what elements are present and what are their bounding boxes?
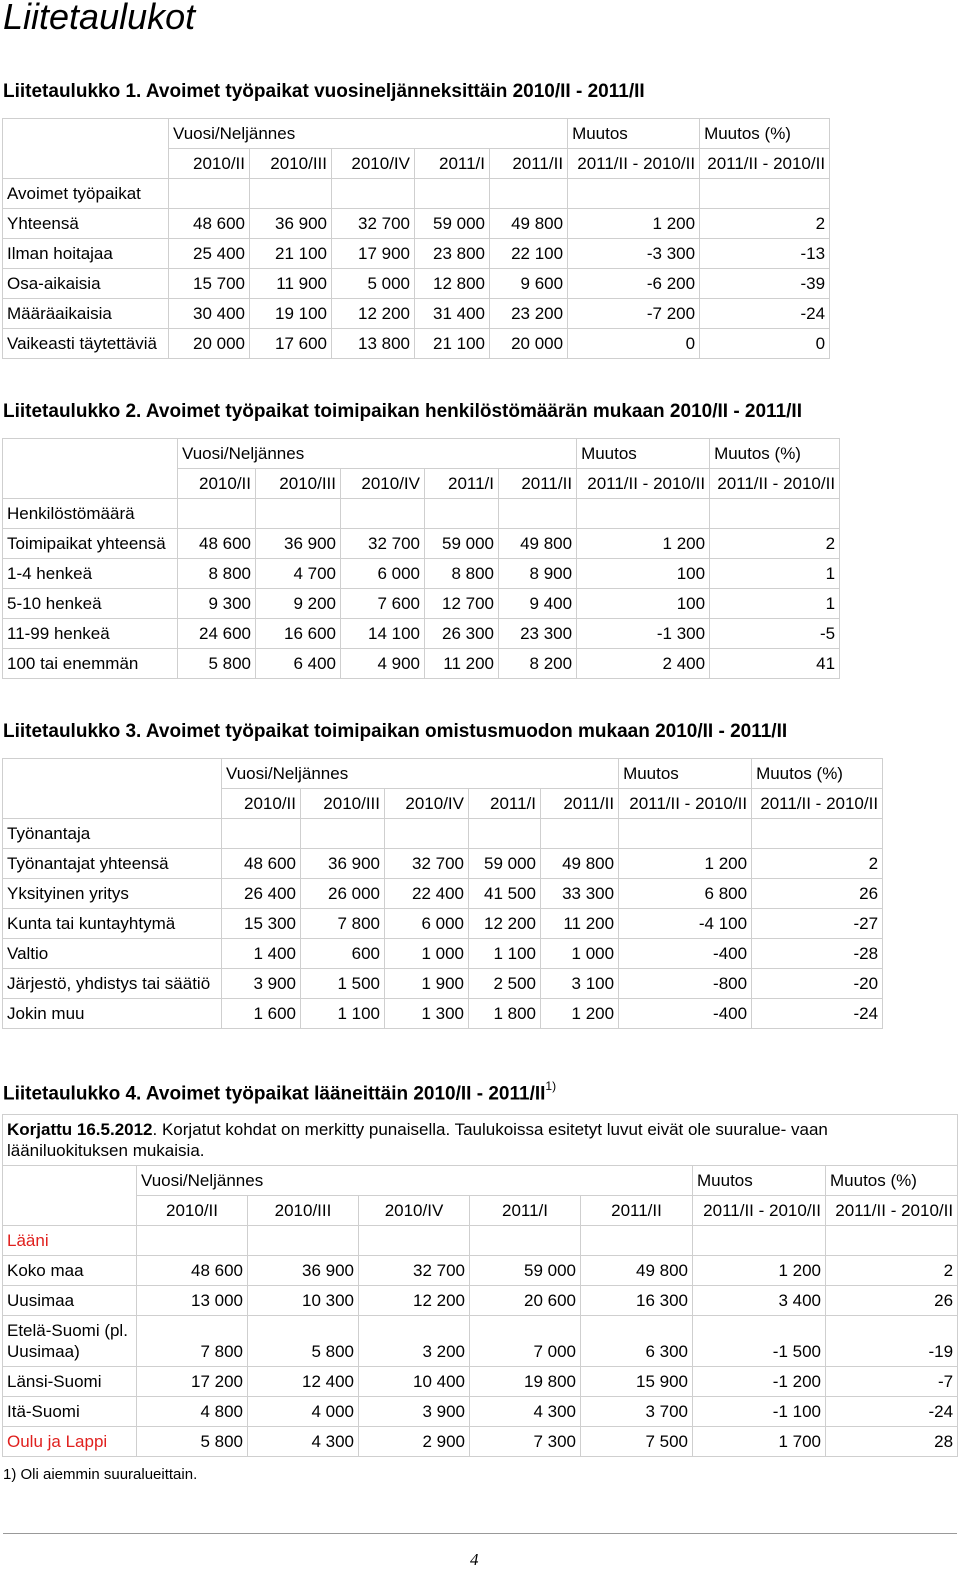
cell-value: 17 600 xyxy=(250,329,332,359)
period-header: 2010/IV xyxy=(332,149,415,179)
cell-value: 12 200 xyxy=(359,1286,470,1316)
cell-value: 26 400 xyxy=(222,879,301,909)
cell-value: 59 000 xyxy=(425,529,499,559)
cell-value: 32 700 xyxy=(341,529,425,559)
cell-value: 7 000 xyxy=(470,1316,581,1367)
period-header: 2011/II xyxy=(541,789,619,819)
cell-value: 6 000 xyxy=(385,909,469,939)
cell-value: 2 900 xyxy=(359,1427,470,1457)
cell-value: 59 000 xyxy=(415,209,490,239)
cell-value: 59 000 xyxy=(470,1256,581,1286)
period-header: 2011/I xyxy=(425,469,499,499)
cell-value: 20 600 xyxy=(470,1286,581,1316)
table-2-corner xyxy=(3,439,178,499)
cell-value: 11 200 xyxy=(425,649,499,679)
cell-change: -1 500 xyxy=(693,1316,826,1367)
period-header: 2010/III xyxy=(250,149,332,179)
change-pct-period-header: 2011/II - 2010/II xyxy=(700,149,830,179)
row-label: Koko maa xyxy=(3,1256,137,1286)
cell-value: 12 400 xyxy=(248,1367,359,1397)
cell-value: 7 500 xyxy=(581,1427,693,1457)
table-1-corner xyxy=(3,119,169,179)
cell-value: 17 900 xyxy=(332,239,415,269)
cell-pct: -13 xyxy=(700,239,830,269)
cell-change: 1 200 xyxy=(693,1256,826,1286)
cell-value: 3 900 xyxy=(359,1397,470,1427)
cell-value: 33 300 xyxy=(541,879,619,909)
table-row xyxy=(3,529,840,559)
cell-value: 1 300 xyxy=(385,999,469,1029)
row-label: Osa-aikaisia xyxy=(3,269,169,299)
table-3-title: Liitetaulukko 3. Avoimet työpaikat toimipaikan omistusmuodon mukaan 2010/II - 2011/II xyxy=(3,721,788,742)
row-label: Työnantajat yhteensä xyxy=(3,849,222,879)
cell-value: 15 900 xyxy=(581,1367,693,1397)
cell-pct: 26 xyxy=(752,879,883,909)
cell-value: 7 600 xyxy=(341,589,425,619)
table-4-note-row xyxy=(3,1115,958,1166)
cell-value: 48 600 xyxy=(178,529,256,559)
cell-pct: -24 xyxy=(700,299,830,329)
cell-value: 1 900 xyxy=(385,969,469,999)
row-label: Kunta tai kuntayhtymä xyxy=(3,909,222,939)
cell-pct: 1 xyxy=(710,559,840,589)
table-3-corner xyxy=(3,759,222,819)
table-row xyxy=(3,1286,958,1316)
table-4-title xyxy=(3,1076,556,1106)
row-label: Uusimaa xyxy=(3,1286,137,1316)
table-2-group-header: Vuosi/Neljännes xyxy=(178,439,577,469)
cell-value: 4 300 xyxy=(248,1427,359,1457)
cell-pct: -28 xyxy=(752,939,883,969)
cell-value: 36 900 xyxy=(256,529,341,559)
cell-change: -1 300 xyxy=(577,619,710,649)
period-header: 2010/III xyxy=(301,789,385,819)
table-row xyxy=(3,1397,958,1427)
cell-change: 1 200 xyxy=(568,209,700,239)
cell-value: 21 100 xyxy=(415,329,490,359)
table-4-title-text: Liitetaulukko 4. Avoimet työpaikat lääneittäin 2010/II - 2011/II xyxy=(3,1083,546,1105)
table-1-header-row xyxy=(3,119,830,149)
cell-value: 21 100 xyxy=(250,239,332,269)
cell-value: 13 800 xyxy=(332,329,415,359)
cell-value: 6 300 xyxy=(581,1316,693,1367)
cell-change: -800 xyxy=(619,969,752,999)
cell-value: 36 900 xyxy=(301,849,385,879)
table-3-muutos-header: Muutos xyxy=(619,759,752,789)
page-title: Liitetaulukot xyxy=(3,0,196,37)
table-1-row-header xyxy=(3,179,830,209)
cell-value: 2 500 xyxy=(469,969,541,999)
cell-value: 25 400 xyxy=(169,239,250,269)
cell-value: 3 900 xyxy=(222,969,301,999)
cell-value: 8 900 xyxy=(499,559,577,589)
period-header: 2010/II xyxy=(222,789,301,819)
table-3-muutos-pct-header: Muutos (%) xyxy=(752,759,883,789)
table-row xyxy=(3,209,830,239)
footer-divider xyxy=(3,1533,957,1534)
row-header-label: Työnantaja xyxy=(3,819,222,849)
table-2-header-row xyxy=(3,439,840,469)
cell-value: 48 600 xyxy=(222,849,301,879)
cell-value: 32 700 xyxy=(385,849,469,879)
period-header: 2011/II xyxy=(490,149,568,179)
cell-value: 4 900 xyxy=(341,649,425,679)
table-3-group-header: Vuosi/Neljännes xyxy=(222,759,619,789)
cell-value: 9 600 xyxy=(490,269,568,299)
cell-pct: -7 xyxy=(826,1367,958,1397)
cell-value: 31 400 xyxy=(415,299,490,329)
table-4-row-header xyxy=(3,1226,958,1256)
table-4-period-row xyxy=(3,1196,958,1226)
table-4-title-sup: 1) xyxy=(545,1079,557,1093)
row-label: 1-4 henkeä xyxy=(3,559,178,589)
cell-value: 49 800 xyxy=(581,1256,693,1286)
table-1-title: Liitetaulukko 1. Avoimet työpaikat vuosineljänneksittäin 2010/II - 2011/II xyxy=(3,81,645,102)
cell-pct: 41 xyxy=(710,649,840,679)
period-header: 2011/I xyxy=(470,1196,581,1226)
change-pct-period-header: 2011/II - 2010/II xyxy=(826,1196,958,1226)
row-label: Järjestö, yhdistys tai säätiö xyxy=(3,969,222,999)
cell-value: 5 800 xyxy=(248,1316,359,1367)
cell-value: 5 000 xyxy=(332,269,415,299)
cell-value: 3 700 xyxy=(581,1397,693,1427)
cell-value: 9 200 xyxy=(256,589,341,619)
change-period-header: 2011/II - 2010/II xyxy=(693,1196,826,1226)
row-label: Vaikeasti täytettäviä xyxy=(3,329,169,359)
table-1 xyxy=(2,118,830,359)
cell-change: -400 xyxy=(619,999,752,1029)
cell-change: -7 200 xyxy=(568,299,700,329)
cell-value: 1 100 xyxy=(469,939,541,969)
period-header: 2010/IV xyxy=(385,789,469,819)
row-header-label: Lääni xyxy=(3,1226,137,1256)
cell-value: 8 800 xyxy=(425,559,499,589)
cell-change: 0 xyxy=(568,329,700,359)
change-period-header: 2011/II - 2010/II xyxy=(577,469,710,499)
table-4-group-header: Vuosi/Neljännes xyxy=(137,1166,693,1196)
cell-value: 6 400 xyxy=(256,649,341,679)
cell-change: 2 400 xyxy=(577,649,710,679)
cell-value: 8 800 xyxy=(178,559,256,589)
cell-value: 16 300 xyxy=(581,1286,693,1316)
table-row xyxy=(3,909,883,939)
table-row xyxy=(3,299,830,329)
table-row xyxy=(3,1316,958,1367)
row-label: Toimipaikat yhteensä xyxy=(3,529,178,559)
cell-value: 5 800 xyxy=(137,1427,248,1457)
table-3 xyxy=(2,758,883,1029)
correction-date: Korjattu 16.5.2012 xyxy=(7,1120,153,1139)
period-header: 2011/II xyxy=(581,1196,693,1226)
table-2-title: Liitetaulukko 2. Avoimet työpaikat toimipaikan henkilöstömäärän mukaan 2010/II - 2011/II xyxy=(3,401,802,422)
table-4-header-row xyxy=(3,1166,958,1196)
cell-value: 8 200 xyxy=(499,649,577,679)
cell-pct: -24 xyxy=(752,999,883,1029)
table-1-muutos-pct-header: Muutos (%) xyxy=(700,119,830,149)
cell-value: 20 000 xyxy=(169,329,250,359)
period-header: 2010/II xyxy=(169,149,250,179)
table-row xyxy=(3,999,883,1029)
cell-value: 19 800 xyxy=(470,1367,581,1397)
period-header: 2010/II xyxy=(137,1196,248,1226)
cell-value: 3 100 xyxy=(541,969,619,999)
cell-change: 3 400 xyxy=(693,1286,826,1316)
cell-pct: 2 xyxy=(710,529,840,559)
cell-value: 15 700 xyxy=(169,269,250,299)
row-label: Valtio xyxy=(3,939,222,969)
row-label: Itä-Suomi xyxy=(3,1397,137,1427)
cell-value: 1 500 xyxy=(301,969,385,999)
cell-change: 1 200 xyxy=(619,849,752,879)
cell-pct: -24 xyxy=(826,1397,958,1427)
period-header: 2011/I xyxy=(415,149,490,179)
cell-pct: 0 xyxy=(700,329,830,359)
cell-change: -1 200 xyxy=(693,1367,826,1397)
period-header: 2010/II xyxy=(178,469,256,499)
period-header: 2011/II xyxy=(499,469,577,499)
cell-value: 36 900 xyxy=(250,209,332,239)
change-period-header: 2011/II - 2010/II xyxy=(619,789,752,819)
cell-value: 32 700 xyxy=(359,1256,470,1286)
row-label: Oulu ja Lappi xyxy=(3,1427,137,1457)
period-header: 2011/I xyxy=(469,789,541,819)
row-label: Yhteensä xyxy=(3,209,169,239)
cell-pct: -39 xyxy=(700,269,830,299)
cell-value: 30 400 xyxy=(169,299,250,329)
cell-value: 41 500 xyxy=(469,879,541,909)
table-4-muutos-pct-header: Muutos (%) xyxy=(826,1166,958,1196)
table-row xyxy=(3,1427,958,1457)
cell-pct: 2 xyxy=(700,209,830,239)
cell-value: 9 300 xyxy=(178,589,256,619)
row-label: Yksityinen yritys xyxy=(3,879,222,909)
cell-value: 49 800 xyxy=(541,849,619,879)
cell-value: 32 700 xyxy=(332,209,415,239)
cell-value: 13 000 xyxy=(137,1286,248,1316)
row-label: 5-10 henkeä xyxy=(3,589,178,619)
cell-value: 7 300 xyxy=(470,1427,581,1457)
table-row xyxy=(3,269,830,299)
correction-text: . Korjatut kohdat on merkitty punaisella. Taulukoissa esitetyt luvut eivät ole suuralue- vaan lääniluokituksen mukaisia. xyxy=(7,1120,828,1160)
cell-value: 1 100 xyxy=(301,999,385,1029)
table-2 xyxy=(2,438,840,679)
cell-pct: -20 xyxy=(752,969,883,999)
table-4 xyxy=(2,1114,958,1457)
row-label: Länsi-Suomi xyxy=(3,1367,137,1397)
cell-value: 17 200 xyxy=(137,1367,248,1397)
page-number: 4 xyxy=(470,1550,479,1569)
cell-value: 1 600 xyxy=(222,999,301,1029)
cell-value: 12 200 xyxy=(469,909,541,939)
row-label: Jokin muu xyxy=(3,999,222,1029)
change-pct-period-header: 2011/II - 2010/II xyxy=(710,469,840,499)
cell-value: 4 800 xyxy=(137,1397,248,1427)
cell-value: 22 100 xyxy=(490,239,568,269)
table-row xyxy=(3,939,883,969)
cell-value: 1 200 xyxy=(541,999,619,1029)
cell-pct: 2 xyxy=(752,849,883,879)
table-2-row-header xyxy=(3,499,840,529)
cell-change: 100 xyxy=(577,559,710,589)
cell-value: 10 300 xyxy=(248,1286,359,1316)
row-header-label: Avoimet työpaikat xyxy=(3,179,169,209)
cell-change: 6 800 xyxy=(619,879,752,909)
cell-value: 49 800 xyxy=(490,209,568,239)
row-label: Etelä-Suomi (pl. Uusimaa) xyxy=(3,1316,137,1367)
cell-pct: 1 xyxy=(710,589,840,619)
cell-value: 26 000 xyxy=(301,879,385,909)
period-header: 2010/III xyxy=(256,469,341,499)
period-header: 2010/III xyxy=(248,1196,359,1226)
row-label: Ilman hoitajaa xyxy=(3,239,169,269)
cell-value: 4 300 xyxy=(470,1397,581,1427)
table-2-muutos-header: Muutos xyxy=(577,439,710,469)
table-row xyxy=(3,1367,958,1397)
cell-value: 20 000 xyxy=(490,329,568,359)
cell-value: 23 800 xyxy=(415,239,490,269)
cell-change: -3 300 xyxy=(568,239,700,269)
cell-value: 12 700 xyxy=(425,589,499,619)
cell-value: 26 300 xyxy=(425,619,499,649)
row-label: 11-99 henkeä xyxy=(3,619,178,649)
table-row xyxy=(3,879,883,909)
cell-value: 1 000 xyxy=(385,939,469,969)
cell-value: 11 900 xyxy=(250,269,332,299)
correction-note xyxy=(3,1115,958,1166)
cell-value: 48 600 xyxy=(169,209,250,239)
cell-value: 1 800 xyxy=(469,999,541,1029)
period-header: 2010/IV xyxy=(359,1196,470,1226)
cell-value: 7 800 xyxy=(301,909,385,939)
cell-change: -1 100 xyxy=(693,1397,826,1427)
cell-change: -400 xyxy=(619,939,752,969)
table-row xyxy=(3,619,840,649)
cell-pct: 2 xyxy=(826,1256,958,1286)
table-row xyxy=(3,969,883,999)
cell-value: 7 800 xyxy=(137,1316,248,1367)
cell-value: 1 000 xyxy=(541,939,619,969)
row-label: Määräaikaisia xyxy=(3,299,169,329)
cell-value: 600 xyxy=(301,939,385,969)
cell-value: 11 200 xyxy=(541,909,619,939)
cell-change: 1 700 xyxy=(693,1427,826,1457)
cell-pct: 26 xyxy=(826,1286,958,1316)
cell-value: 49 800 xyxy=(499,529,577,559)
cell-value: 3 200 xyxy=(359,1316,470,1367)
table-1-muutos-header: Muutos xyxy=(568,119,700,149)
table-3-row-header xyxy=(3,819,883,849)
cell-value: 4 700 xyxy=(256,559,341,589)
cell-value: 19 100 xyxy=(250,299,332,329)
cell-value: 24 600 xyxy=(178,619,256,649)
cell-value: 22 400 xyxy=(385,879,469,909)
cell-value: 1 400 xyxy=(222,939,301,969)
cell-value: 23 300 xyxy=(499,619,577,649)
table-1-group-header: Vuosi/Neljännes xyxy=(169,119,568,149)
footnote: 1) Oli aiemmin suuralueittain. xyxy=(3,1466,198,1483)
cell-value: 59 000 xyxy=(469,849,541,879)
table-row xyxy=(3,1256,958,1286)
cell-pct: -5 xyxy=(710,619,840,649)
cell-pct: -19 xyxy=(826,1316,958,1367)
cell-value: 4 000 xyxy=(248,1397,359,1427)
table-4-muutos-header: Muutos xyxy=(693,1166,826,1196)
cell-change: 1 200 xyxy=(577,529,710,559)
table-3-header-row xyxy=(3,759,883,789)
cell-value: 23 200 xyxy=(490,299,568,329)
table-row xyxy=(3,559,840,589)
cell-value: 15 300 xyxy=(222,909,301,939)
cell-value: 12 200 xyxy=(332,299,415,329)
cell-value: 48 600 xyxy=(137,1256,248,1286)
cell-change: -4 100 xyxy=(619,909,752,939)
period-header: 2010/IV xyxy=(341,469,425,499)
change-period-header: 2011/II - 2010/II xyxy=(568,149,700,179)
row-header-label: Henkilöstömäärä xyxy=(3,499,178,529)
table-4-corner xyxy=(3,1166,137,1226)
cell-value: 5 800 xyxy=(178,649,256,679)
table-row xyxy=(3,329,830,359)
cell-pct: 28 xyxy=(826,1427,958,1457)
cell-value: 9 400 xyxy=(499,589,577,619)
table-row xyxy=(3,589,840,619)
cell-value: 12 800 xyxy=(415,269,490,299)
cell-value: 16 600 xyxy=(256,619,341,649)
cell-pct: -27 xyxy=(752,909,883,939)
cell-change: 100 xyxy=(577,589,710,619)
cell-value: 36 900 xyxy=(248,1256,359,1286)
table-row xyxy=(3,849,883,879)
cell-change: -6 200 xyxy=(568,269,700,299)
cell-value: 10 400 xyxy=(359,1367,470,1397)
cell-value: 14 100 xyxy=(341,619,425,649)
table-2-muutos-pct-header: Muutos (%) xyxy=(710,439,840,469)
change-pct-period-header: 2011/II - 2010/II xyxy=(752,789,883,819)
table-row xyxy=(3,649,840,679)
row-label: 100 tai enemmän xyxy=(3,649,178,679)
cell-value: 6 000 xyxy=(341,559,425,589)
table-row xyxy=(3,239,830,269)
